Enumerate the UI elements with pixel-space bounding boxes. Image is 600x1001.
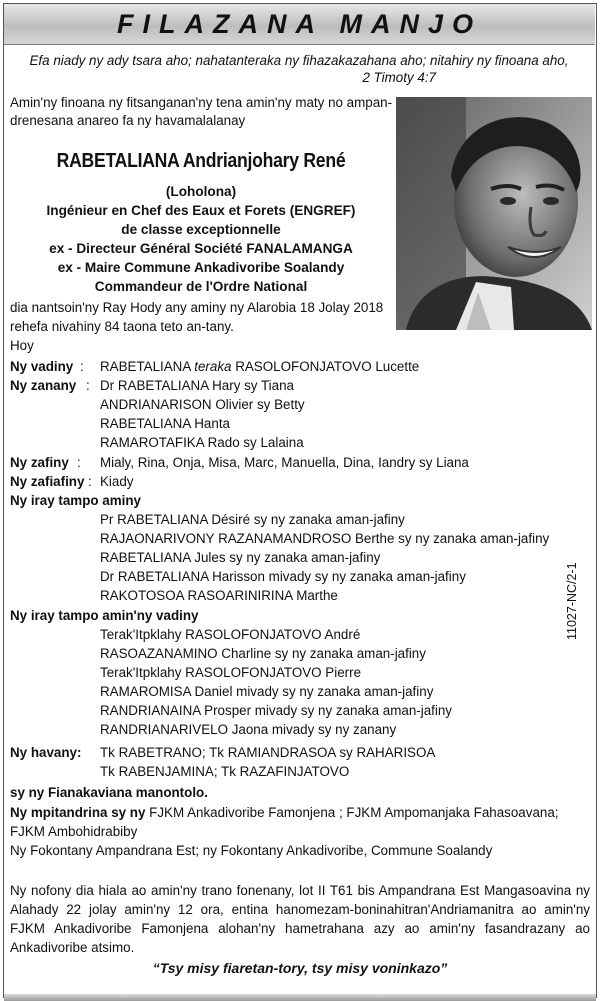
death-notice-line-3: Hoy xyxy=(10,338,34,353)
great-grandchildren-value: Kiady xyxy=(100,474,134,489)
header-banner xyxy=(4,4,595,45)
pastors-line-3: Ny Fokontany Ampandrana Est; ny Fokontany Ankadivoribe, Commune Soalandy xyxy=(10,843,493,858)
colon: : xyxy=(86,378,90,393)
title-line-3: ex - Directeur Général Société FANALAMANGA xyxy=(49,241,353,256)
grandchildren-label: Ny zafiny xyxy=(10,455,69,470)
relatives-label: Ny havany: xyxy=(10,745,82,760)
spouse-siblings-label: Ny iray tampo amin'ny vadiny xyxy=(10,608,199,623)
spouse-sibling-5: RANDRIANAINA Prosper mivady sy ny zanaka aman-jafiny xyxy=(100,703,453,718)
title-line-4: ex - Maire Commune Ankadivoribe Soalandy xyxy=(57,260,345,275)
spouse-sibling-3: Terak'Itpklahy RASOLOFONJATOVO Pierre xyxy=(100,665,362,680)
colon: : xyxy=(77,455,81,470)
child-1: Dr RABETALIANA Hary sy Tiana xyxy=(100,378,294,393)
spouse-sibling-6: RANDRIANARIVELO Jaona mivady sy ny zanany xyxy=(100,722,397,737)
title-line-1: Ingénieur en Chef des Eaux et Forets (ENGREF) xyxy=(46,203,356,218)
closing-quote: “Tsy misy fiaretan-tory, tsy misy voninkazo” xyxy=(152,960,448,976)
pastors-line-2: FJKM Ambohidrabiby xyxy=(10,824,138,839)
child-4: RAMAROTAFIKA Rado sy Lalaina xyxy=(100,435,304,450)
portrait-image-icon xyxy=(396,97,592,330)
siblings-label: Ny iray tampo aminy xyxy=(10,493,141,508)
verse-reference: 2 Timoty 4:7 xyxy=(362,70,436,85)
sibling-3: RABETALIANA Jules sy ny zanaka aman-jafiny xyxy=(100,550,381,565)
deceased-nickname: (Loholona) xyxy=(165,184,237,199)
banner-title: FILAZANA MANJO xyxy=(117,8,482,39)
whole-family: sy ny Fianakaviana manontolo. xyxy=(10,785,208,800)
deceased-name: RABETALIANA Andrianjohary René xyxy=(56,150,346,172)
portrait-photo xyxy=(396,97,592,330)
intro-line-1: Amin'ny finoana ny fitsanganan'ny tena amin'ny maty no ampan- xyxy=(10,95,393,110)
verse-text: Efa niady ny ady tsara aho; nahatanteraka ny fihazakazahana aho; nitahiry ny finoana aho, xyxy=(29,53,569,68)
burial-paragraph: Ny nofony dia hiala ao amin'ny trano fonenany, lot II T61 bis Ampandrana Est Mangasoavina ny Alahady 22 jolay amin'ny 12 ora, entina hanomezam-boninahitran'Andriamanitra ao amin'ny FJKM Ankadivoribe Famonjena alohan'ny hametrahana azy ao amin'ny fasandrazany ao Ankadivoribe atsimo. xyxy=(10,883,590,955)
sibling-2: RAJAONARIVONY RAZANAMANDROSO Berthe sy ny zanaka aman-jafiny xyxy=(100,531,550,546)
relatives-line-1: Tk RABETRANO; Tk RAMIANDRASOA sy RAHARISOA xyxy=(100,745,436,760)
reference-code: 11027-NC/2-1 xyxy=(565,562,579,640)
sibling-1: Pr RABETALIANA Désiré sy ny zanaka aman-jafiny xyxy=(100,512,405,527)
great-grandchildren-label: Ny zafiafiny xyxy=(10,474,85,489)
title-line-2: de classe exceptionnelle xyxy=(121,222,281,237)
colon: : xyxy=(88,474,92,489)
children-label: Ny zanany xyxy=(10,378,77,393)
sibling-4: Dr RABETALIANA Harisson mivady sy ny zanaka aman-jafiny xyxy=(100,569,466,584)
child-3: RABETALIANA Hanta xyxy=(100,416,230,431)
death-notice-line-2: rehefa nivahiny 84 taona teto an-tany. xyxy=(10,319,234,334)
sibling-5: RAKOTOSOA RASOARINIRINA Marthe xyxy=(100,588,338,603)
relatives-line-2: Tk RABENJAMINA; Tk RAZAFINJATOVO xyxy=(100,764,350,779)
child-2: ANDRIANARISON Olivier sy Betty xyxy=(100,397,305,412)
bottom-bar xyxy=(4,994,596,1001)
pastors-line-1: Ny mpitandrina sy ny FJKM Ankadivoribe Famonjena ; FJKM Ampomanjaka Fahasoavana; xyxy=(10,805,559,820)
bible-verse xyxy=(10,52,588,86)
colon: : xyxy=(80,359,84,374)
spouse-label: Ny vadiny xyxy=(10,359,74,374)
spouse-sibling-1: Terak'Itpklahy RASOLOFONJATOVO André xyxy=(100,627,361,642)
spouse-value: RABETALIANA teraka RASOLOFONJATOVO Lucette xyxy=(100,359,420,374)
intro-line-2: drenesana anareo fa ny havamalalanay xyxy=(10,113,246,128)
title-line-5: Commandeur de l'Ordre National xyxy=(94,279,308,294)
spouse-sibling-4: RAMAROMISA Daniel mivady sy ny zanaka aman-jafiny xyxy=(100,684,434,699)
death-notice-line-1: dia nantsoin'ny Ray Hody any aminy ny Alarobia 18 Jolay 2018 xyxy=(10,300,384,315)
spouse-sibling-2: RASOAZANAMINO Charline sy ny zanaka aman-jafiny xyxy=(100,646,426,661)
grandchildren-value: Mialy, Rina, Onja, Misa, Marc, Manuella, Dina, Iandry sy Liana xyxy=(100,455,469,470)
